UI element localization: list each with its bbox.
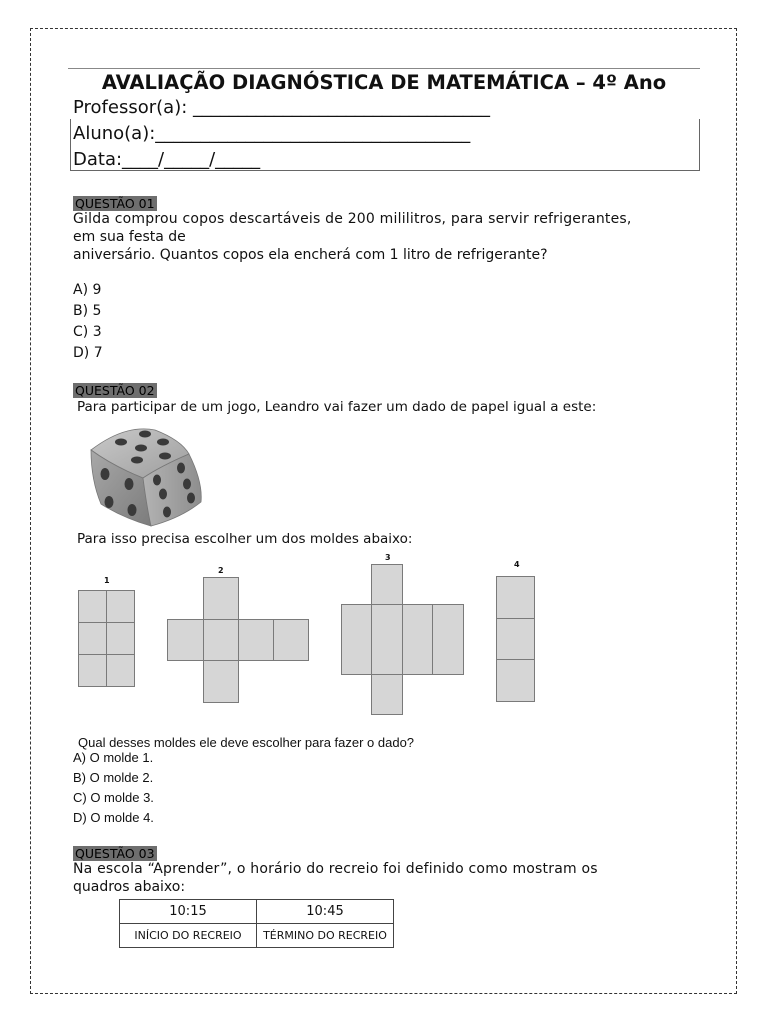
question-1-options — [73, 280, 103, 364]
question-2-prompt: Qual desses moldes ele deve escolher para fazer o dado? — [78, 735, 415, 750]
table-cell-label-end: TÉRMINO DO RECREIO — [257, 924, 394, 948]
net-2 — [167, 577, 309, 703]
question-text-line: Na escola “Aprender”, o horário do recreio foi definido como mostram os — [73, 861, 598, 877]
option-c[interactable]: C) 3 — [73, 324, 102, 340]
option-b[interactable]: B) 5 — [73, 303, 102, 319]
net-2-label: 2 — [218, 566, 224, 575]
option-c[interactable]: C) O molde 3. — [73, 790, 154, 805]
question-text-line: aniversário. Quantos copos ela encherá com 1 litro de refrigerante? — [73, 247, 548, 263]
question-3-text — [73, 860, 703, 896]
question-1-text — [73, 210, 703, 264]
table-cell-time-end: 10:45 — [257, 900, 394, 924]
question-label: QUESTÃO 01 — [75, 196, 155, 211]
professor-field: Professor(a): _________________________________ — [73, 97, 490, 118]
dice-image — [85, 422, 207, 530]
question-2-options — [73, 748, 154, 828]
question-label: QUESTÃO 03 — [75, 846, 155, 861]
net-3-label: 3 — [385, 553, 391, 562]
net-1 — [78, 590, 136, 688]
option-d[interactable]: D) O molde 4. — [73, 810, 154, 825]
table-cell-label-start: INÍCIO DO RECREIO — [120, 924, 257, 948]
recreio-table — [119, 899, 394, 948]
net-3 — [341, 564, 465, 716]
net-4-label: 4 — [514, 560, 520, 569]
option-d[interactable]: D) 7 — [73, 345, 103, 361]
option-a[interactable]: A) 9 — [73, 282, 102, 298]
option-b[interactable]: B) O molde 2. — [73, 770, 154, 785]
net-1-label: 1 — [104, 576, 110, 585]
aluno-field: Aluno(a):___________________________________ — [73, 123, 471, 144]
question-label: QUESTÃO 02 — [75, 383, 155, 398]
table-cell-time-start: 10:15 — [120, 900, 257, 924]
page-title: AVALIAÇÃO DIAGNÓSTICA DE MATEMÁTICA – 4º Ano — [68, 68, 700, 94]
option-a[interactable]: A) O molde 1. — [73, 750, 154, 765]
net-4 — [496, 576, 536, 703]
question-text-line: em sua festa de — [73, 229, 186, 245]
moldes-intro: Para isso precisa escolher um dos moldes abaixo: — [77, 531, 413, 547]
student-header — [70, 97, 700, 173]
question-text-line: quadros abaixo: — [73, 879, 186, 895]
question-2-label — [73, 380, 157, 399]
question-2-intro: Para participar de um jogo, Leandro vai fazer um dado de papel igual a este: — [77, 399, 597, 415]
data-field: Data:____/_____/_____ — [73, 149, 261, 170]
question-text-line: Gilda comprou copos descartáveis de 200 mililitros, para servir refrigerantes, — [73, 211, 632, 227]
